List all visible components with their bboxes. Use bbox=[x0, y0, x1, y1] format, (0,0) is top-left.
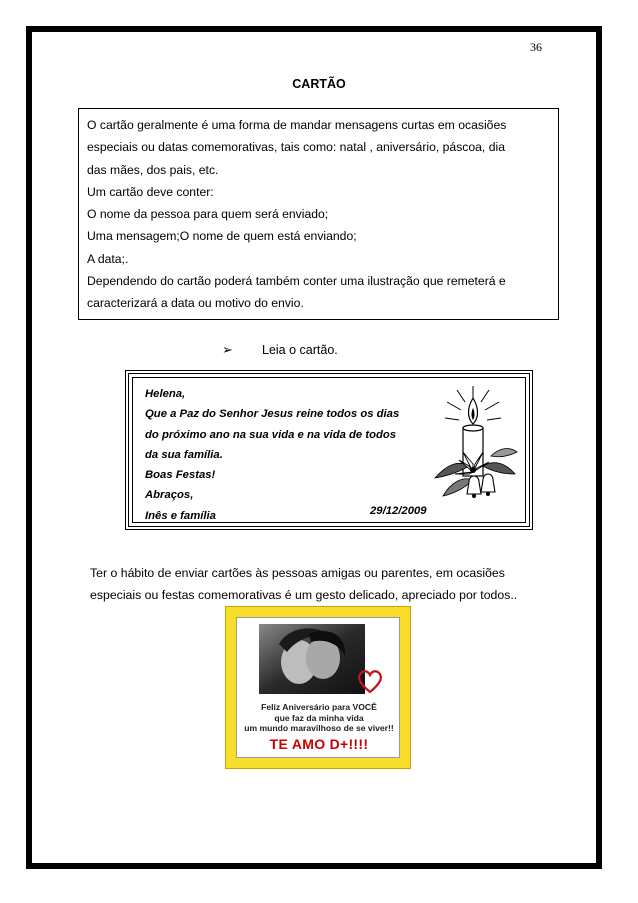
info-line: Dependendo do cartão poderá também conter uma ilustração que remeterá e bbox=[87, 274, 506, 289]
card-line: da sua família. bbox=[145, 448, 223, 461]
birthday-card-inner bbox=[236, 617, 400, 758]
arrow-bullet-icon: ➢ bbox=[222, 342, 233, 357]
info-line: Uma mensagem;O nome de quem está enviando; bbox=[87, 229, 357, 244]
card-line: do próximo ano na sua vida e na vida de todos bbox=[145, 428, 397, 441]
page-title: CARTÃO bbox=[292, 77, 346, 91]
card-line: Helena, bbox=[145, 388, 186, 400]
card-line: Boas Festas! bbox=[145, 469, 216, 482]
info-line: Um cartão deve conter: bbox=[87, 184, 214, 199]
info-line: caracterizará a data ou motivo do envio. bbox=[87, 296, 304, 311]
info-line: especiais ou datas comemorativas, tais como: natal , aniversário, páscoa, dia bbox=[87, 140, 505, 155]
paragraph-line: Ter o hábito de enviar cartões às pessoas amigas ou parentes, em ocasiões bbox=[90, 566, 505, 580]
heart-icon bbox=[355, 666, 385, 696]
instruction bbox=[222, 342, 338, 358]
couple-photo bbox=[259, 624, 365, 694]
info-line: O cartão geralmente é uma forma de mandar mensagens curtas em ocasiões bbox=[87, 118, 507, 132]
page-number: 36 bbox=[530, 40, 542, 54]
paragraph-line: especiais ou festas comemorativas é um gesto delicado, apreciado por todos.. bbox=[90, 588, 518, 602]
card-line: Inês e família bbox=[145, 509, 216, 522]
candle-bells-icon bbox=[429, 382, 521, 508]
body-paragraph bbox=[90, 562, 570, 606]
instruction-text: Leia o cartão. bbox=[262, 343, 338, 357]
card-line: Abraços, bbox=[145, 489, 194, 502]
birthday-message bbox=[237, 702, 401, 734]
card-message bbox=[145, 384, 399, 526]
birthday-card-image bbox=[225, 606, 411, 769]
birthday-line: Feliz Aniversário para VOCÊ bbox=[261, 702, 377, 712]
love-highlight: TE AMO D+!!!! bbox=[269, 736, 369, 752]
info-line: das mães, dos pais, etc. bbox=[87, 162, 219, 177]
info-box bbox=[78, 108, 559, 320]
card-line: Que a Paz do Senhor Jesus reine todos os dias bbox=[145, 408, 400, 421]
card-date: 29/12/2009 bbox=[370, 505, 427, 517]
birthday-line: que faz da minha vida bbox=[274, 712, 364, 723]
info-line: O nome da pessoa para quem será enviado; bbox=[87, 207, 329, 222]
birthday-line: um mundo maravilhoso de se viver!! bbox=[244, 723, 394, 733]
info-line: A data;. bbox=[87, 251, 129, 266]
greeting-card bbox=[125, 370, 533, 530]
